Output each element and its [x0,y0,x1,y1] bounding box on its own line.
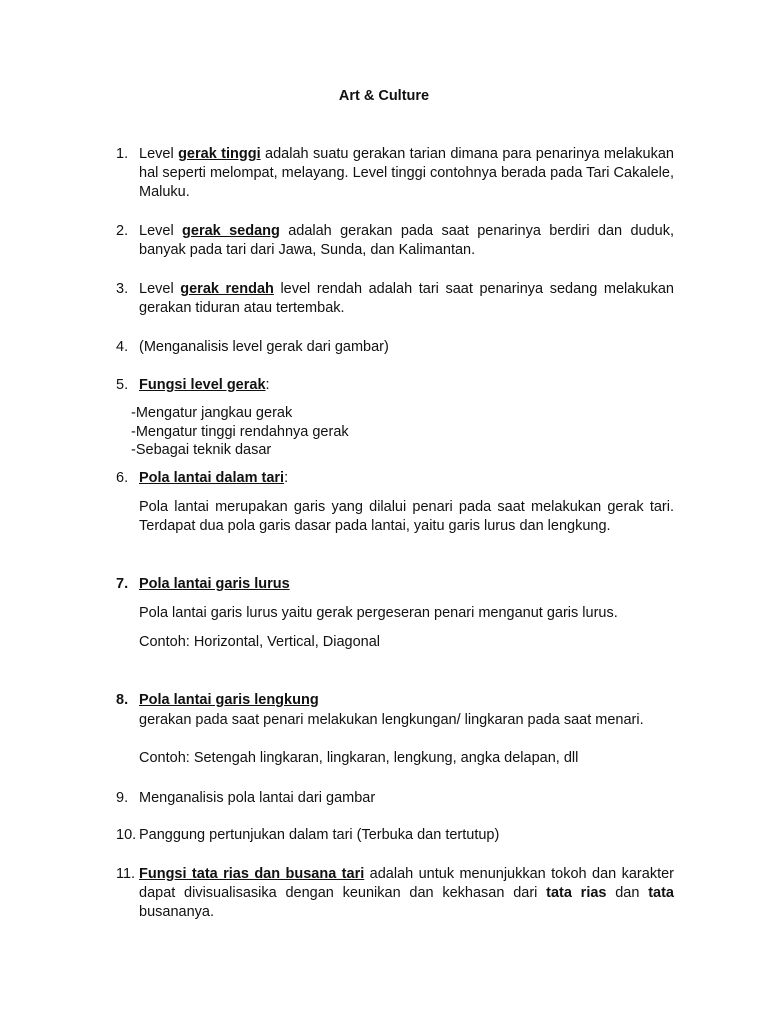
item-text: Menganalisis pola lantai dari gambar [139,790,376,806]
item-example: Contoh: Horizontal, Vertical, Diagonal [139,634,380,650]
item-heading: Fungsi level gerak: [139,377,270,393]
item-number: 11. [116,866,136,882]
item-heading [139,575,674,594]
item-example: Contoh: Setengah lingkaran, lingkaran, lengkung, angka delapan, dll [139,750,579,766]
bullet-item: -Sebagai teknik dasar [131,442,272,458]
term-pola-lantai-dalam-tari: Pola lantai dalam tari [139,470,285,486]
item-heading [139,691,674,710]
item-number: 9. [116,790,129,806]
list-item [116,691,674,710]
item-text: Level gerak sedang adalah gerakan pada saat penarinya berdiri dan duduk, banyak pada tari dari Jawa, Sunda, dan Kalimantan. [139,223,674,258]
item-paragraph: gerakan pada saat penari melakukan lengkungan/ lingkaran pada saat menari. [139,712,644,728]
list-item [116,865,674,922]
list-item [116,469,674,488]
term-fungsi-level-gerak: Fungsi level gerak [139,377,266,393]
list-item [116,222,674,260]
item-text: Panggung pertunjukan dalam tari (Terbuka dan tertutup) [139,827,500,843]
term-fungsi-tata-rias: Fungsi tata rias dan busana tari [139,866,365,882]
list-item [116,575,674,594]
bullet-list [131,404,349,460]
item-paragraph: Pola lantai garis lurus yaitu gerak pergeseran penari menganut garis lurus. [139,605,618,621]
item-number: 5. [116,377,129,393]
list-item [116,376,674,395]
item-number: 8. [116,692,129,708]
item-number: 4. [116,339,129,355]
item-number: 7. [116,576,129,592]
term-gerak-sedang: gerak sedang [182,223,280,239]
item-number: 10. [116,827,137,843]
term-pola-lantai-garis-lurus: Pola lantai garis lurus [139,576,290,592]
bullet-item: -Mengatur tinggi rendahnya gerak [131,423,349,440]
item-text: Level gerak tinggi adalah suatu gerakan tarian dimana para penarinya melakukan hal seperti melompat, melayang. Level tinggi contohnya berada pada Tari Cakalele, Maluku. [139,146,674,200]
page-title: Art & Culture [338,88,430,104]
term-gerak-tinggi: gerak tinggi [178,146,261,162]
item-text: Fungsi tata rias dan busana tari adalah untuk menunjukkan tokoh dan karakter dapat divisualisasika dengan keunikan dan kekhasan dari tata rias dan tata busananya. [139,866,674,920]
term-gerak-rendah: gerak rendah [180,281,274,297]
bullet-item: -Mengatur jangkau gerak [131,405,293,421]
item-number: 2. [116,223,129,239]
item-number: 6. [116,470,129,486]
item-text: Level gerak rendah level rendah adalah tari saat penarinya sedang melakukan gerakan tiduran atau tertembak. [139,281,674,316]
item-number: 1. [116,146,129,162]
list-item [116,145,674,202]
item-heading: Pola lantai dalam tari: [139,470,289,486]
term-pola-lantai-garis-lengkung: Pola lantai garis lengkung [139,692,319,708]
list-item [116,338,674,357]
item-number: 3. [116,281,129,297]
item-text: (Menganalisis level gerak dari gambar) [139,339,389,355]
list-item [116,280,674,318]
list-item [116,826,674,845]
item-paragraph: Pola lantai merupakan garis yang dilalui penari pada saat melakukan gerak tari. Terdapat dua pola garis dasar pada lantai, yaitu garis lurus dan lengkung. [139,499,674,534]
list-item [116,789,674,808]
